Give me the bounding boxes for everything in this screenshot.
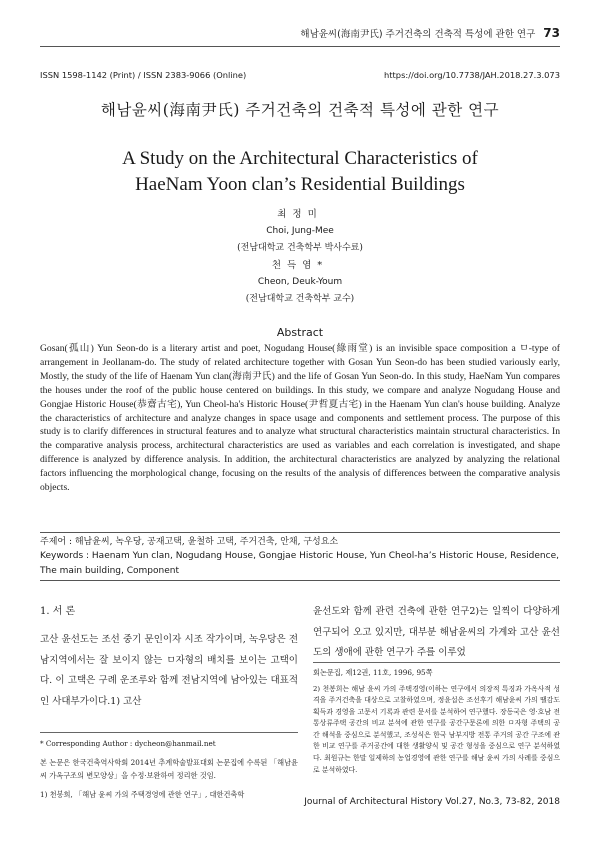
footnote-rule-right [313,662,560,663]
keywords-en-text: Haenam Yun clan, Nogudang House, Gongjae Historic House, Yun Cheol-ha’s Historic House, Residence, The main building, Component [40,551,559,576]
issn-line: ISSN 1598-1142 (Print) / ISSN 2383-9066 (Online) [40,70,247,80]
page-number: 73 [543,26,560,40]
author-block [0,206,600,308]
abstract-heading: Abstract [276,326,324,339]
body-text-left: 고산 윤선도는 조선 중기 문인이자 시조 작가이며, 녹우당은 전남지역에서는 잘 보이지 않는 ㅁ자형의 배치를 보이는 고택이다. 이 고택은 구례 운조루와 함께 전남지역에 남아있는 대표적인 사대부가이다.1) 고산 [40,634,298,707]
author1-affiliation: (전남대학교 건축학부 박사수료) [237,243,363,253]
author1-name-en: Choi, Jung-Mee [266,226,334,236]
doi-link[interactable]: https://doi.org/10.7738/JAH.2018.27.3.073 [384,70,560,80]
footnote-1-continued: 회논문집, 제12권, 11호, 1996, 95쪽 [313,668,433,677]
keywords-korean [40,535,560,550]
footnotes-left [40,732,298,801]
abstract-text: Gosan(孤山) Yun Seon-do is a literary artist and poet, Nogudang House(綠雨堂) is an invisible space composition a ㅁ-type of arrangement in Jeollanam-do. The study of related architecture together with Gosan Yun Seon-do has been studied variously early, Mostly, the study of the life of Haenam Yun clan(海南尹氏) and the life of Gosan Yun Seon-do. In this study, HaeNam Yun compares the houses under the roof of the public house centered on buildings. In this study, we compare and analyze Nogudang House and Gongjae Historic House(恭齋古宅), Yun Cheol-ha's Historic House(尹哲夏古宅) in the Haenam Yun clan's house building. Analyze the characteristics of architecture and analyze changes in space usage and components and settlement process. The purpose of this study is to clarify differences in structural features and to analyze what structural characteristics maintain structural characteristics. In the comparative analysis process, architectural characteristics are used as variables and each correlation is investigated, and shape difference is analyzed by difference analysis. In addition, the architectural characteristics are analyzed by analyzing the relational factors influencing the morphological change, focusing on the results of the analysis of differences between the comparative analysis objects. [40,343,560,494]
keywords-kr-text: 해남윤씨, 녹우당, 공재고택, 윤철하 고택, 주거건축, 안채, 구성요소 [74,537,339,547]
header-rule [40,46,560,47]
keywords-en-label: Keywords : [40,551,90,561]
author1-name-kr: 최정미 [277,209,323,220]
author2-name-kr: 천득염* [271,260,329,271]
title-en-line1: A Study on the Architectural Characteristics of [122,148,478,169]
corresponding-author: * Corresponding Author : dycheon@hanmail.net [40,739,216,748]
footnote-1: 1) 천봉희, 「해남 윤씨 가의 주택경영에 관한 연구」, 대한건축학 [40,789,245,799]
author2-name-en: Cheon, Deuk-Youm [257,277,343,287]
section-heading: 1. 서 론 [40,606,76,617]
running-head-title: 해남윤씨(海南尹氏) 주거건축의 건축적 특성에 관한 연구 [300,29,536,40]
running-head [300,26,560,40]
title-en-line2: HaeNam Yoon clan’s Residential Buildings [135,174,465,195]
publication-note: 본 논문은 한국건축역사학회 2014년 추계학술발표대회 논문집에 수록된 「해남윤씨 가옥구조의 변모양상」을 수정·보완하여 정리한 것임. [40,757,298,780]
keywords-kr-label: 주제어 : [40,537,72,547]
footnotes-right [313,662,560,776]
footnote-rule [40,732,298,733]
keywords-bottom-rule [40,580,560,581]
body-text-right: 윤선도와 함께 관련 건축에 관한 연구2)는 일찍이 다양하게 연구되어 오고 있지만, 대부분 해남윤씨의 가계와 고산 윤선도의 생애에 관한 연구가 주를 이루었 [313,606,560,658]
keywords-top-rule [40,532,560,533]
author2-affiliation: (전남대학교 건축학부 교수) [245,294,355,304]
paper-title-english [0,146,600,198]
paper-title-korean: 해남윤씨(海南尹氏) 주거건축의 건축적 특성에 관한 연구 [100,101,500,119]
footnote-2: 2) 천봉희는 해남 윤씨 가의 주택경영(이하는 연구에서 의장적 특징과 가옥사적 성격을 주거건축을 대상으로 고찰하였으며, 정윤섭은 조선후기 해남윤씨 가의 땔감도 획득과 경영을 고문서 기록과 관련 문서를 분석하여 연구했다. 장동국은 영·호남 전통상류주택 공간의 비교 분석에 관한 연구를 공간구문론에 의한 ㅁ자형 주택의 공간 해석을 중심으로 분석했고, 조성식은 한국 남부지방 전통 주거의 공간 구조에 관한 비교 연구를 주거공간에 대한 생활양식 및 공간 형성을 중심으로 연구 분석하였다. 최원규는 한말 일제하의 농업경영에 관한 연구를 해남 윤씨 가의 사례를 중심으로 분석하였다. [313,684,560,774]
keywords-english [40,549,560,579]
journal-footer: Journal of Architectural History Vol.27, No.3, 73-82, 2018 [304,797,560,807]
